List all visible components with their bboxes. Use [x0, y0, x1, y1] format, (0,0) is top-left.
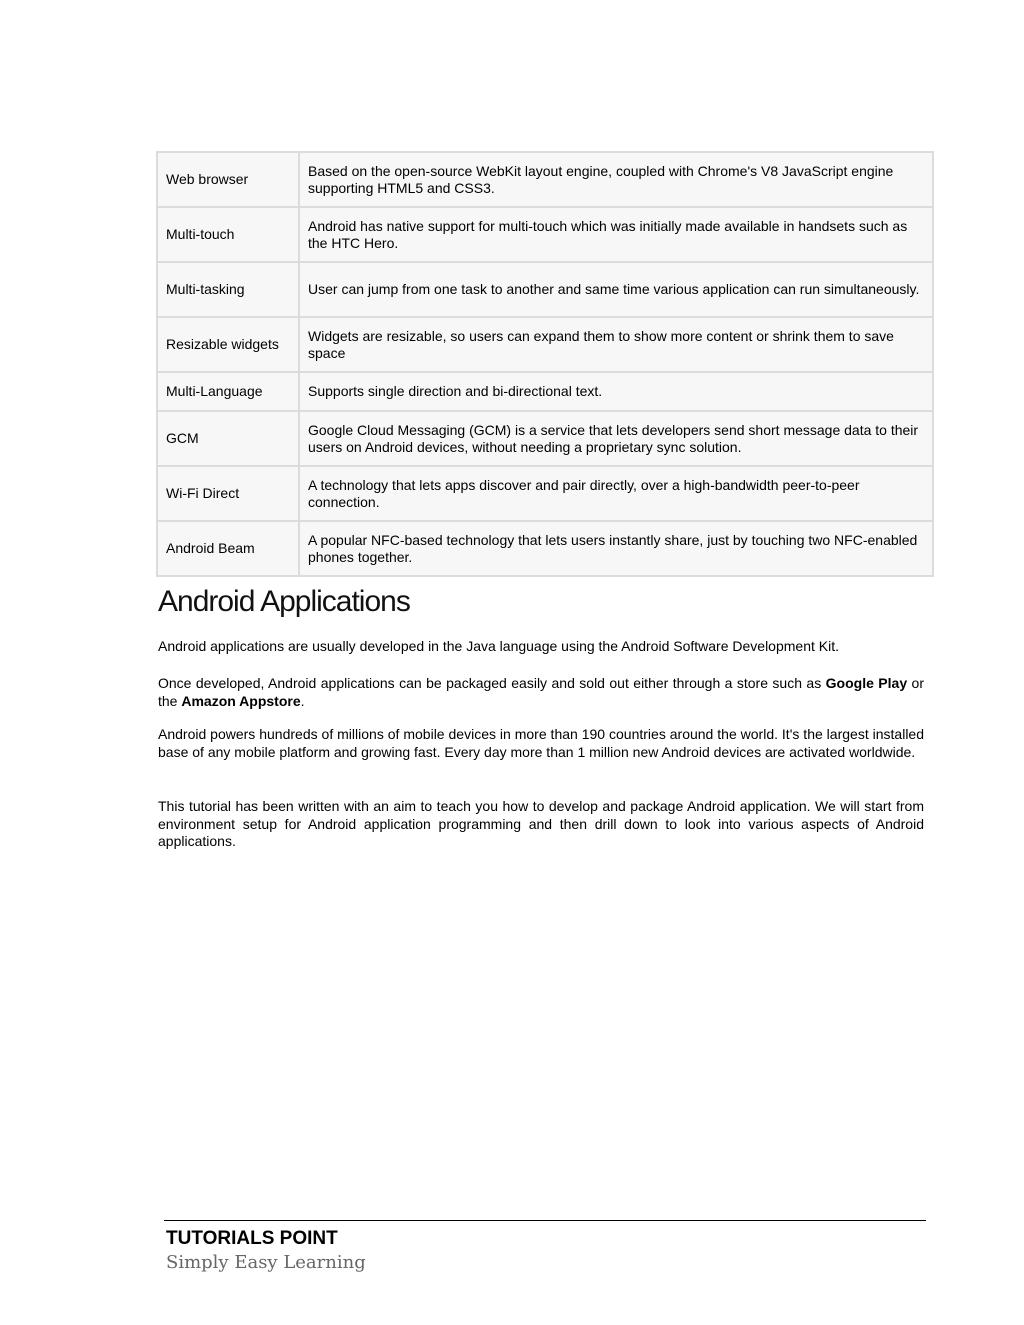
feature-description: Google Cloud Messaging (GCM) is a service that lets developers send short message data to their users on Android devices, without needing a proprietary sync solution. — [299, 411, 933, 466]
feature-name: Multi-touch — [157, 207, 299, 262]
table-row — [157, 372, 933, 411]
feature-description: User can jump from one task to another and same time various application can run simultaneously. — [299, 262, 933, 317]
google-play-text: Google Play — [825, 675, 908, 691]
feature-name: GCM — [157, 411, 299, 466]
feature-name: Android Beam — [157, 521, 299, 576]
feature-description: A technology that lets apps discover and pair directly, over a high-bandwidth peer-to-peer connection. — [299, 466, 933, 521]
feature-name: Wi-Fi Direct — [157, 466, 299, 521]
feature-description: A popular NFC-based technology that lets users instantly share, just by touching two NFC-enabled phones together. — [299, 521, 933, 576]
table-row — [157, 152, 933, 207]
feature-name: Multi-Language — [157, 372, 299, 411]
table-row — [157, 262, 933, 317]
footer-title: TUTORIALS POINT — [166, 1228, 338, 1249]
paragraph-text: Once developed, Android applications can be packaged easily and sold out either through a store such as — [158, 675, 826, 691]
paragraph-sdk: Android applications are usually developed in the Java language using the Android Software Development Kit. — [158, 638, 839, 654]
table-row — [157, 411, 933, 466]
feature-name: Multi-tasking — [157, 262, 299, 317]
amazon-appstore-text: Amazon Appstore — [181, 692, 301, 709]
features-table — [156, 151, 934, 577]
section-heading: Android Applications — [158, 585, 410, 618]
table-row — [157, 317, 933, 372]
table-row — [157, 466, 933, 521]
feature-description: Android has native support for multi-touch which was initially made available in handsets such as the HTC Hero. — [299, 207, 933, 262]
paragraph-text: . — [300, 692, 305, 709]
feature-name: Resizable widgets — [157, 317, 299, 372]
paragraph-text: or the — [158, 675, 924, 709]
paragraph-tutorial-aim: This tutorial has been written with an aim to teach you how to develop and package Android application. We will start from environment setup for Android application programming and then drill down to look into various aspects of Android applications. — [158, 798, 924, 849]
feature-description: Supports single direction and bi-directional text. — [299, 372, 933, 411]
feature-description: Widgets are resizable, so users can expand them to show more content or shrink them to save space — [299, 317, 933, 372]
paragraph-distribution — [158, 675, 924, 710]
table-row — [157, 521, 933, 576]
table-row — [157, 207, 933, 262]
paragraph-market: Android powers hundreds of millions of mobile devices in more than 190 countries around the world. It's the largest installed base of any mobile platform and growing fast. Every day more than 1 million new Android devices are activated worldwide. — [158, 726, 924, 760]
footer-subtitle: Simply Easy Learning — [166, 1252, 366, 1273]
footer-divider — [164, 1220, 926, 1221]
feature-name: Web browser — [157, 152, 299, 207]
feature-description: Based on the open-source WebKit layout engine, coupled with Chrome's V8 JavaScript engine supporting HTML5 and CSS3. — [299, 152, 933, 207]
